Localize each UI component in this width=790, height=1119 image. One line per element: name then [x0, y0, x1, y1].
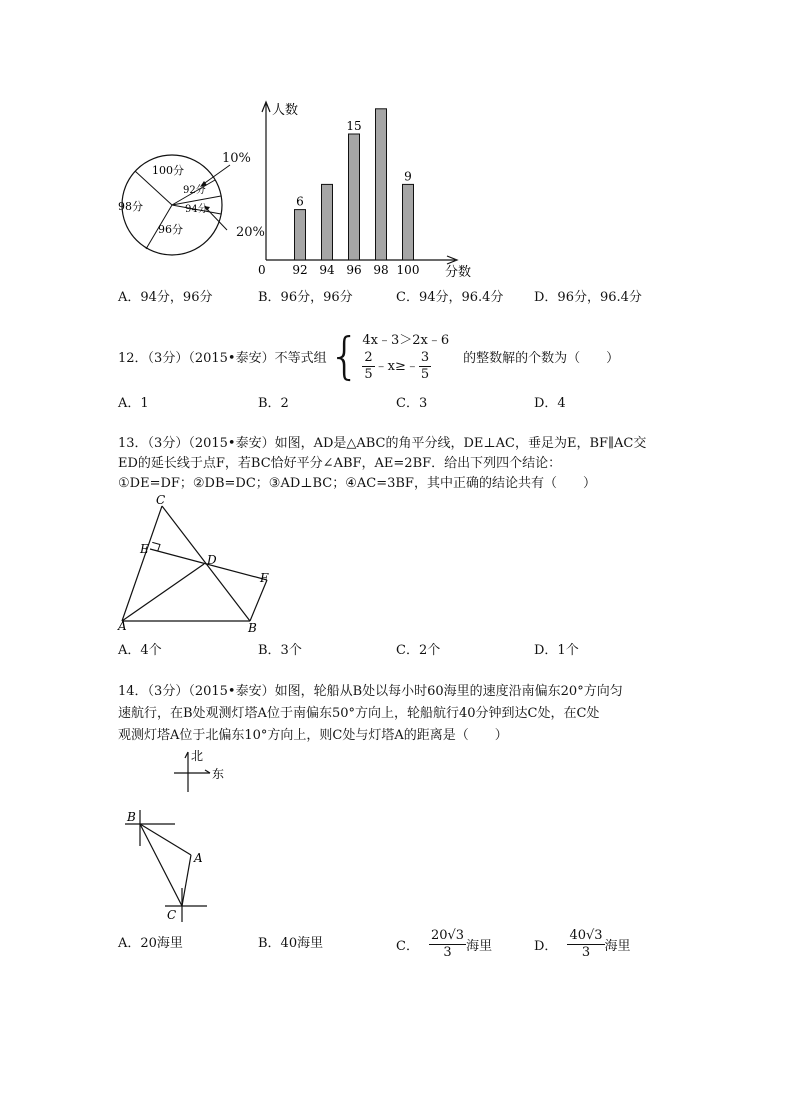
bar-96 [349, 134, 360, 260]
label-C: C [156, 494, 166, 507]
q12-stem [118, 326, 619, 386]
x-tick-label-92: 92 [292, 263, 308, 277]
q13-option-c[interactable]: C．2个 [396, 643, 441, 658]
data-label-100: 9 [404, 169, 412, 184]
bar-94 [322, 184, 333, 260]
q14-option-d-den: 3 [581, 945, 591, 960]
q14-option-a[interactable]: A．20海里 [118, 936, 183, 951]
label-B: B [248, 621, 257, 634]
q14-option-c-num: 20√3 [430, 928, 465, 943]
frac2-num: 3 [420, 350, 430, 365]
q11-option-a[interactable]: A．94分，96分 [118, 290, 213, 305]
inequality-1: 4x﹣3＞2x﹣6 [362, 333, 450, 348]
q11-option-d[interactable]: D．96分，96.4分 [534, 290, 642, 305]
frac1-num: 2 [364, 350, 373, 365]
q13-option-a[interactable]: A．4个 [118, 643, 162, 658]
q13-stem-line2: ED的延长线于点F，若BC恰好平分∠ABF，AE=2BF．给出下列四个结论： [118, 456, 562, 471]
q11-option-b[interactable]: B．96分，96分 [258, 290, 353, 305]
inequality-2-mid: ﹣x≥﹣ [374, 359, 419, 374]
label-B-nav: B [127, 810, 136, 824]
x-tick-label-100: 100 [396, 263, 420, 277]
data-label-96: 15 [346, 119, 362, 133]
pie-label-92: 92分 [183, 185, 206, 196]
q13-option-d[interactable]: D．1个 [534, 643, 579, 658]
side-CA [122, 506, 162, 621]
y-axis-label: 人数 [272, 103, 299, 118]
q12-prefix: 12．（3分）（2015•泰安）不等式组 [118, 350, 327, 366]
q14-stem-line1: 14．（3分）（2015•泰安）如图，轮船从B处以每小时60海里的速度沿南偏东20°方向匀 [118, 684, 623, 699]
compass-north: 北 [191, 749, 204, 763]
q14-option-d-unit: 海里 [604, 939, 631, 954]
q12-option-b[interactable]: B．2 [258, 396, 289, 411]
x-tick-label-96: 96 [346, 263, 362, 277]
q13-stem-line1: 13．（3分）（2015•泰安）如图，AD是△ABC的角平分线，DE⊥AC，垂足为E，BF∥AC交 [118, 436, 647, 451]
inequality-system [362, 329, 449, 383]
system-brace: { [328, 327, 361, 385]
q14-option-d-num: 40√3 [569, 928, 603, 943]
q13-stem-line3: ①DE=DF；②DB=DC；③AD⊥BC；④AC=3BF，其中正确的结论共有（ ） [118, 476, 596, 491]
q12-option-c[interactable]: C．3 [396, 396, 428, 411]
pie-label-94: 94分 [185, 204, 208, 215]
label-A: A [118, 619, 127, 633]
compass-icon [170, 746, 240, 796]
q11-option-c[interactable]: C．94分，96.4分 [396, 290, 504, 305]
q12-option-a[interactable]: A．1 [118, 396, 149, 411]
bar-92 [295, 210, 306, 260]
inequality-2 [362, 350, 449, 383]
pie-label-100: 100分 [152, 164, 184, 177]
q12-option-d[interactable]: D．4 [534, 396, 566, 411]
label-F: F [260, 571, 269, 585]
pie-label-96: 96分 [158, 223, 183, 236]
q14-stem-line3: 观测灯塔A位于北偏东10°方向上，则C处与灯塔A的距离是（ ） [118, 728, 508, 743]
data-label-92: 6 [296, 194, 304, 209]
q14-option-c[interactable] [396, 928, 492, 961]
q14-option-d[interactable] [534, 928, 631, 961]
pie-pct-20: 20% [236, 225, 265, 240]
q14-option-b[interactable]: B．40海里 [258, 936, 324, 951]
segment-BF [250, 580, 267, 621]
q14-option-c-prefix: C． [396, 939, 419, 954]
triangle-figure [110, 494, 290, 634]
q14-stem-line2: 速航行，在B处观测灯塔A位于南偏东50°方向上，轮船航行40分钟到达C处，在C处 [118, 706, 600, 721]
compass-east: 东 [212, 767, 225, 781]
pie-label-98: 98分 [118, 200, 143, 213]
segment-AC [182, 855, 191, 906]
navigation-figure [115, 806, 225, 926]
label-C-nav: C [167, 908, 177, 922]
label-E: E [140, 542, 149, 556]
q14-option-c-unit: 海里 [466, 939, 493, 954]
pie-pct-10: 10% [222, 151, 251, 166]
q14-option-d-prefix: D． [534, 939, 558, 954]
bar-100 [403, 184, 414, 260]
x-tick-label-94: 94 [319, 263, 335, 277]
label-A-nav: A [194, 851, 203, 865]
segment-AD [122, 564, 204, 621]
origin-label: 0 [258, 263, 266, 277]
frac1-den: 5 [364, 367, 373, 382]
q12-suffix: 的整数解的个数为（ ） [463, 350, 620, 366]
q14-option-c-den: 3 [443, 945, 452, 960]
x-tick-label-98: 98 [373, 263, 389, 277]
x-axis-label: 分数 [445, 265, 472, 280]
q13-option-b[interactable]: B．3个 [258, 643, 302, 658]
frac2-den: 5 [420, 367, 430, 382]
label-D: D [207, 553, 217, 567]
bar-chart [250, 98, 480, 280]
bar-98 [376, 109, 387, 260]
